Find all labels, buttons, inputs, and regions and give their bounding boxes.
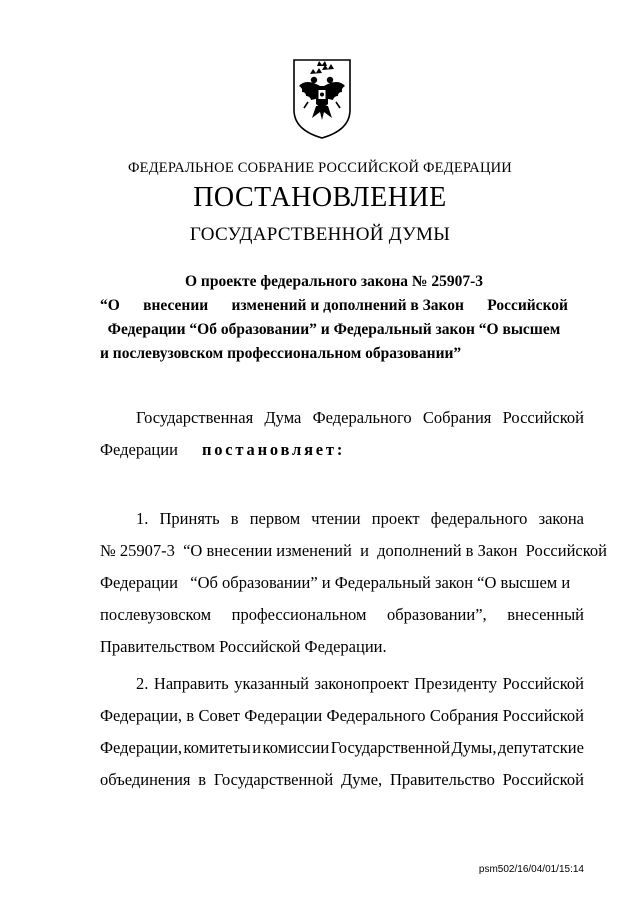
item-2 bbox=[100, 668, 584, 796]
word: послевузовском bbox=[100, 605, 212, 624]
heading-line bbox=[100, 294, 568, 318]
heading-word: изменений и дополнений в Закон bbox=[231, 297, 464, 314]
preamble bbox=[100, 402, 584, 466]
word: Федерального bbox=[326, 706, 426, 725]
resolution-heading bbox=[100, 270, 568, 366]
word: Федерального bbox=[312, 408, 412, 427]
word: в bbox=[230, 509, 239, 528]
word: депутатские bbox=[497, 738, 584, 757]
word: Федерации, bbox=[100, 706, 183, 725]
word: первом bbox=[249, 509, 301, 528]
heading-word: Российской bbox=[487, 297, 568, 314]
word: Российской bbox=[502, 706, 584, 725]
item-line bbox=[100, 764, 584, 796]
word: Дума bbox=[264, 408, 302, 427]
item-1 bbox=[100, 503, 607, 663]
word: Направить bbox=[153, 674, 229, 693]
word: чтении bbox=[311, 509, 361, 528]
word: в bbox=[198, 770, 207, 789]
word: проект bbox=[371, 509, 420, 528]
word: Собрания bbox=[429, 706, 499, 725]
word: Государственной bbox=[213, 770, 334, 789]
word: указанный bbox=[234, 674, 309, 693]
heading-line: О проекте федерального закона № 25907-3 bbox=[184, 273, 483, 290]
word: Федерации bbox=[244, 706, 323, 725]
heading-line: Федерации “Об образовании” и Федеральный закон “О высшем bbox=[107, 321, 561, 338]
heading-line: и послевузовском профессиональном образовании” bbox=[100, 345, 462, 362]
word: в bbox=[186, 706, 195, 725]
word: 2. bbox=[136, 674, 149, 693]
word: Государственной bbox=[330, 738, 451, 757]
word: Думе, bbox=[340, 770, 383, 789]
document-subtitle: ГОСУДАРСТВЕННОЙ ДУМЫ bbox=[189, 224, 451, 245]
item-line: Правительством Российской Федерации. bbox=[100, 637, 387, 656]
word: Принять bbox=[159, 509, 220, 528]
russian-coat-of-arms-icon bbox=[290, 56, 354, 140]
word: комитеты bbox=[183, 738, 251, 757]
word: федерального bbox=[430, 509, 528, 528]
word: Государственная bbox=[136, 408, 254, 427]
word: Правительство bbox=[389, 770, 495, 789]
heading-word: внесении bbox=[143, 297, 209, 314]
word: Российской bbox=[502, 770, 584, 789]
document-title: ПОСТАНОВЛЕНИЕ bbox=[193, 182, 447, 213]
word: закона bbox=[538, 509, 584, 528]
word: Федерации, bbox=[100, 738, 183, 757]
resolves-verb: постановляет: bbox=[201, 440, 346, 459]
word: и bbox=[252, 738, 262, 757]
preamble-line bbox=[100, 402, 584, 434]
word: Федерации bbox=[100, 440, 178, 459]
item-line bbox=[100, 599, 584, 631]
item-line: Федерации “Об образовании” и Федеральный закон “О высшем и bbox=[100, 573, 571, 592]
word: Российской bbox=[502, 408, 584, 427]
word: Совет bbox=[198, 706, 240, 725]
word: комиссии bbox=[262, 738, 330, 757]
word: Думы, bbox=[451, 738, 497, 757]
organization-name: ФЕДЕРАЛЬНОЕ СОБРАНИЕ РОССИЙСКОЙ ФЕДЕРАЦИИ bbox=[128, 160, 512, 176]
item-line: № 25907-3 “О внесении изменений и дополнений в Закон Российской bbox=[100, 541, 607, 560]
heading-word: “О bbox=[100, 297, 120, 314]
word: Президенту bbox=[414, 674, 498, 693]
word: Собрания bbox=[422, 408, 492, 427]
word: Российской bbox=[502, 674, 584, 693]
word: объединения bbox=[100, 770, 191, 789]
item-line bbox=[100, 503, 584, 535]
document-code: psm502/16/04/01/15:14 bbox=[478, 864, 584, 875]
preamble-line bbox=[100, 434, 584, 466]
word: профессиональном bbox=[231, 605, 367, 624]
word: образовании”, bbox=[386, 605, 487, 624]
item-line bbox=[100, 668, 584, 700]
word: законопроект bbox=[314, 674, 409, 693]
item-line bbox=[100, 732, 584, 764]
word: 1. bbox=[136, 509, 149, 528]
item-line bbox=[100, 700, 584, 732]
word: внесенный bbox=[507, 605, 584, 624]
